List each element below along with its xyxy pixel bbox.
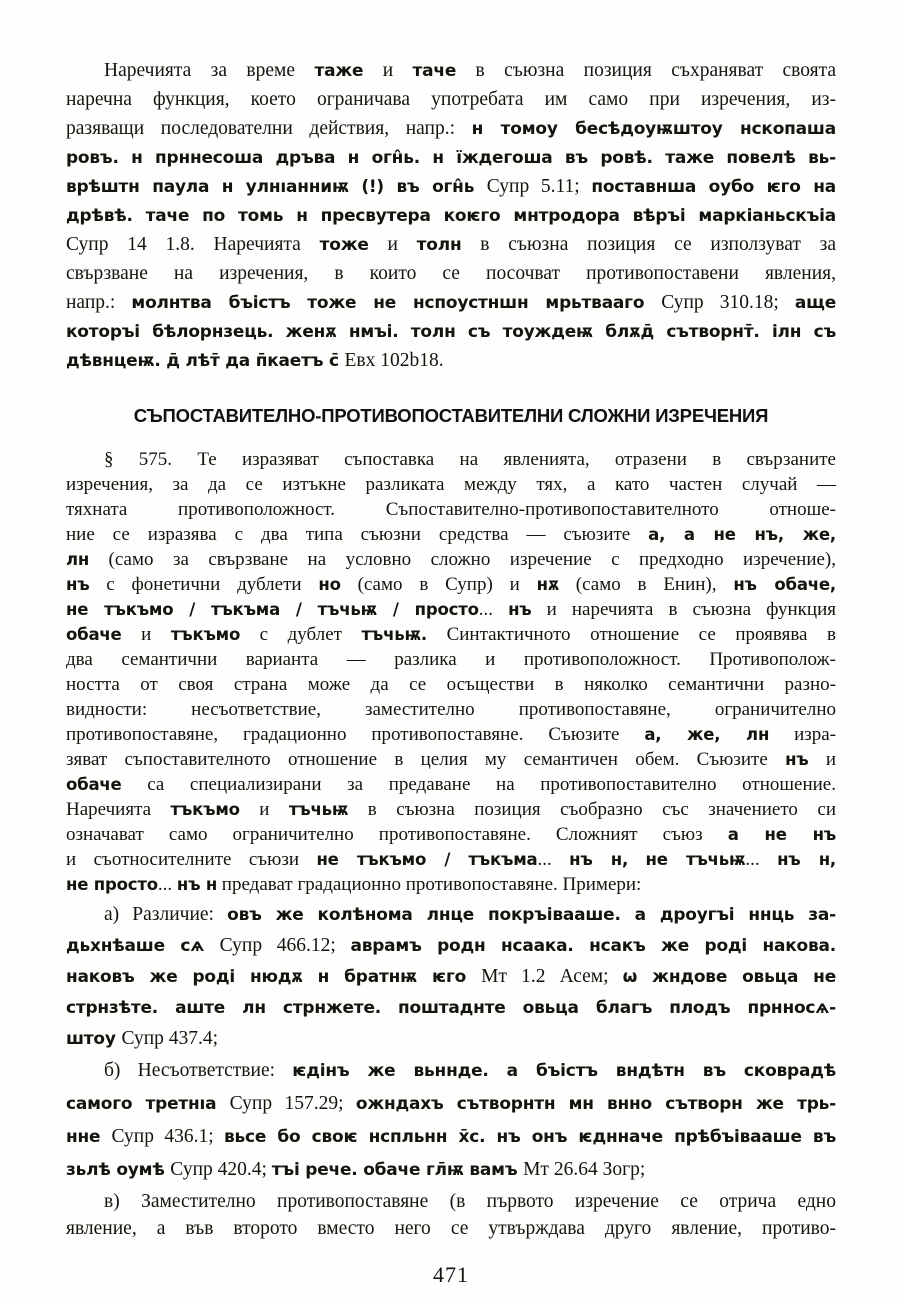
body-text: Супр 157.29; <box>229 1093 356 1114</box>
text-line <box>66 1153 836 1186</box>
body-text: и наречията в съюзна функция <box>531 599 836 620</box>
old-slavonic-text: тоже <box>319 234 369 254</box>
body-text: свързване на изречения, в които се посочват противопоставени явления, <box>66 263 836 284</box>
text-line <box>66 56 836 85</box>
page-number: 471 <box>433 1262 469 1287</box>
old-slavonic-text: штоу <box>66 1028 122 1048</box>
text-line <box>66 930 836 961</box>
text-line <box>66 317 836 346</box>
body-text: в) Заместително противопоставяне (в първото изречение се отрича едно <box>104 1191 836 1212</box>
text-line <box>66 747 836 772</box>
old-slavonic-text: ѡ жндове овьца не <box>622 966 836 986</box>
text-line <box>66 172 836 201</box>
text-line <box>66 597 836 622</box>
old-slavonic-text: нѫ <box>536 575 559 594</box>
body-text: разяващи последователни действия, напр.: <box>66 118 472 139</box>
paragraph-example-v <box>66 1188 836 1242</box>
body-text: ... <box>745 849 778 870</box>
body-text: ние се изразява с два типа съюзни средства — съюзите <box>66 524 649 545</box>
body-text: ... <box>157 874 177 895</box>
text-line <box>66 822 836 847</box>
body-text: Супр 437.4; <box>121 1028 219 1049</box>
text-line <box>66 1120 836 1153</box>
text-line <box>66 114 836 143</box>
old-slavonic-text: не тъкъмо / тъкъма / тъчьѭ / просто <box>66 600 479 619</box>
old-slavonic-text: дрѣвѣ. таче по томь н пресвутера коѥго мнтродора вѣръі маркіаньскъіа <box>66 205 836 225</box>
body-text: (само за свързване на условно сложно изречение с предходно изречение), <box>89 549 836 570</box>
old-slavonic-text: не просто <box>66 875 158 894</box>
text-line <box>66 797 836 822</box>
text-line <box>66 230 836 259</box>
body-text: § 575. Те изразяват съпоставка на явленията, отразени в свързаните <box>104 449 836 470</box>
text-line <box>66 847 836 872</box>
text-line <box>66 143 836 172</box>
old-slavonic-text: дьхнѣаше сѧ <box>66 935 220 955</box>
text-line <box>66 992 836 1023</box>
text-line <box>66 288 836 317</box>
body-text: Супр 5.11; <box>486 176 592 197</box>
old-slavonic-text: не тъкъмо / тъкъма <box>316 850 538 869</box>
body-text: ... <box>537 849 570 870</box>
body-text: в съюзна позиция съхраняват своята <box>456 60 836 81</box>
old-slavonic-text: н томоу бесѣдоуѭштоу нскопаша <box>471 118 836 138</box>
body-text: зяват съпоставителното отношение в целия му семантичен обем. Съюзите <box>66 749 786 770</box>
text-line <box>66 899 836 930</box>
body-text: (само в Супр) и <box>340 574 537 595</box>
body-text: Супр 14 1.8. Наречията <box>66 234 320 255</box>
old-slavonic-text: врѣштн паула н улнıанниѭ (!) въ огн̂ь <box>66 176 487 196</box>
section-heading: СЪПОСТАВИТЕЛНО-ПРОТИВОПОСТАВИТЕЛНИ СЛОЖНИ ИЗРЕЧЕНИЯ <box>133 405 769 426</box>
paragraph-575 <box>66 447 836 897</box>
text-line <box>66 572 836 597</box>
old-slavonic-text: нъ н, <box>777 850 836 869</box>
old-slavonic-text: нъ <box>66 575 90 594</box>
text-line <box>66 1087 836 1120</box>
body-text: и съотносителните съюзи <box>66 849 317 870</box>
old-slavonic-text: поставнша оубо ѥго на <box>591 176 836 196</box>
body-text: наречна функция, което ограничава употребата им само при изречения, из- <box>66 89 836 110</box>
old-slavonic-text: нъ обаче, <box>733 575 836 594</box>
old-slavonic-text: которъі бѣлорнзець. женѫ нмъі. толн съ тоуждеѭ блѫд̄ сътворнт̄. ілн съ <box>66 321 836 341</box>
body-text: с дублет <box>240 624 362 645</box>
body-text: Супр 466.12; <box>219 935 351 956</box>
text-line <box>66 201 836 230</box>
text-line <box>66 85 836 114</box>
body-text: Наречията <box>66 799 171 820</box>
text-line <box>66 647 836 672</box>
old-slavonic-text: аврамъ родн нсаака. нсакъ же роді накова. <box>350 935 836 955</box>
body-text: и <box>121 624 171 645</box>
text-line <box>66 1054 836 1087</box>
body-text: Мт 1.2 Асем; <box>481 966 623 987</box>
text-line <box>66 547 836 572</box>
body-text: изра- <box>769 724 836 745</box>
body-text: и <box>363 60 413 81</box>
body-text: ... <box>478 599 509 620</box>
body-text: ността от своя страна може да се осъществи в няколко семантични разно- <box>66 674 836 695</box>
old-slavonic-text: но <box>318 575 341 594</box>
old-slavonic-text: таче <box>412 60 457 80</box>
text-line <box>66 522 836 547</box>
body-text: и <box>368 234 417 255</box>
old-slavonic-text: тъі рече. обаче гл̄ѭ вамъ <box>271 1159 524 1179</box>
body-text: видности: несъответствие, заместително противопоставяне, ограничително <box>66 699 836 720</box>
old-slavonic-text: дѣвнцеѭ. д̄ лѣт̄ да п̄каетъ с̄ <box>66 350 345 370</box>
old-slavonic-text: обаче <box>66 775 122 794</box>
old-slavonic-text: аще <box>794 292 836 312</box>
text-line <box>66 872 836 897</box>
text-line <box>66 622 836 647</box>
text-line <box>66 1215 836 1242</box>
body-text <box>628 849 645 870</box>
body-text: и <box>808 749 836 770</box>
text-line <box>66 772 836 797</box>
text-line <box>66 722 836 747</box>
body-text: и <box>239 799 289 820</box>
body-text: явление, а във второто вместо него се утвърждава друго явление, противо- <box>66 1218 836 1239</box>
old-slavonic-text: зьлѣ оумѣ <box>66 1159 171 1179</box>
old-slavonic-text: молнтва бъістъ тоже не нспоустншн мрьтвааго <box>131 292 662 312</box>
text-line <box>66 1023 836 1054</box>
paragraph-adverbs-tazhe-tache <box>66 56 836 375</box>
old-slavonic-text: овъ же колѣнома лнце покръівааше. а дроугъі ннць за- <box>227 904 836 924</box>
old-slavonic-text: тъкъмо <box>170 800 240 819</box>
body-text: Супр 436.1; <box>111 1126 224 1147</box>
old-slavonic-text: тъкъмо <box>170 625 241 644</box>
old-slavonic-text: нъ н <box>176 875 218 894</box>
body-text: противопоставяне, градационно противопоставяне. Съюзите <box>66 724 645 745</box>
old-slavonic-text: а не нъ <box>727 825 836 844</box>
body-text: б) Несъответствие: <box>104 1060 293 1081</box>
old-slavonic-text: нъ <box>508 600 532 619</box>
old-slavonic-text: не тъчьѭ <box>645 850 746 869</box>
body-text: Супр 310.18; <box>661 292 795 313</box>
body-text: два семантични варианта — разлика и противоположност. Противополож- <box>66 649 836 670</box>
body-text: тяхната противоположност. Съпоставително-противопоставителното отноше- <box>66 499 836 520</box>
text-line <box>66 497 836 522</box>
body-text: а) Различие: <box>104 904 228 925</box>
old-slavonic-text: стрнзѣте. аште лн стрнжете. поштаднте овьца благъ плодъ прнносѧ- <box>66 997 836 1017</box>
text-line <box>66 259 836 288</box>
old-slavonic-text: ѥдінъ же вьннде. а бъістъ вндѣтн въ сковрадѣ <box>292 1060 836 1080</box>
old-slavonic-text: нъ <box>785 750 809 769</box>
body-text: Супр 420.4; <box>170 1159 272 1180</box>
old-slavonic-text: а, же, лн <box>644 725 770 744</box>
body-text: предават градационно противопоставяне. Примери: <box>217 874 642 895</box>
body-text: Мт 26.64 Зогр; <box>523 1159 646 1180</box>
old-slavonic-text: самого третнıа <box>66 1093 230 1113</box>
body-text: Наречията за време <box>104 60 315 81</box>
body-text: с фонетични дублети <box>89 574 319 595</box>
body-text: Евх 102b18. <box>344 350 444 371</box>
old-slavonic-text: ровъ. н прннесоша дръва н огн̂ь. н їждегоша въ ровѣ. таже повелѣ вь- <box>66 147 836 167</box>
text-line <box>66 447 836 472</box>
body-text: (само в Енин), <box>558 574 734 595</box>
text-line <box>66 672 836 697</box>
old-slavonic-text: лн <box>66 550 90 569</box>
old-slavonic-text: ожндахъ сътворнтн мн внно сътворн же трь- <box>355 1093 836 1113</box>
body-text: напр.: <box>66 292 132 313</box>
text-line <box>66 961 836 992</box>
body-text: изречения, за да се изтъкне разликата между тях, а като частен случай — <box>66 474 836 495</box>
old-slavonic-text: таже <box>314 60 364 80</box>
old-slavonic-text: обаче <box>66 625 122 644</box>
body-text: в съюзна позиция съобразно със значението си <box>348 799 836 820</box>
old-slavonic-text: нне <box>66 1126 112 1146</box>
old-slavonic-text: а, а не нъ, же, <box>648 525 836 544</box>
old-slavonic-text: толн <box>416 234 462 254</box>
body-text: Синтактичното отношение се проявява в <box>427 624 836 645</box>
text-line <box>66 1188 836 1215</box>
old-slavonic-text: вьсе бо своѥ нспльнн х̄с. нъ онъ ѥднначе прѣбъівааше въ <box>223 1126 836 1146</box>
text-line <box>66 472 836 497</box>
text-line <box>66 346 836 375</box>
paragraph-example-b <box>66 1054 836 1186</box>
old-slavonic-text: тъчьѭ <box>288 800 349 819</box>
body-text: означават само ограничително противопоставяне. Сложният съюз <box>66 824 728 845</box>
body-text: са специализирани за предаване на противопоставително отношение. <box>121 774 836 795</box>
body-text: в съюзна позиция се използуват за <box>461 234 836 255</box>
old-slavonic-text: тъчьѭ. <box>361 625 428 644</box>
text-line <box>66 697 836 722</box>
old-slavonic-text: нъ н, <box>569 850 629 869</box>
paragraph-example-a <box>66 899 836 1054</box>
old-slavonic-text: наковъ же роді нюдѫ н братнѭ ѥго <box>66 966 482 986</box>
